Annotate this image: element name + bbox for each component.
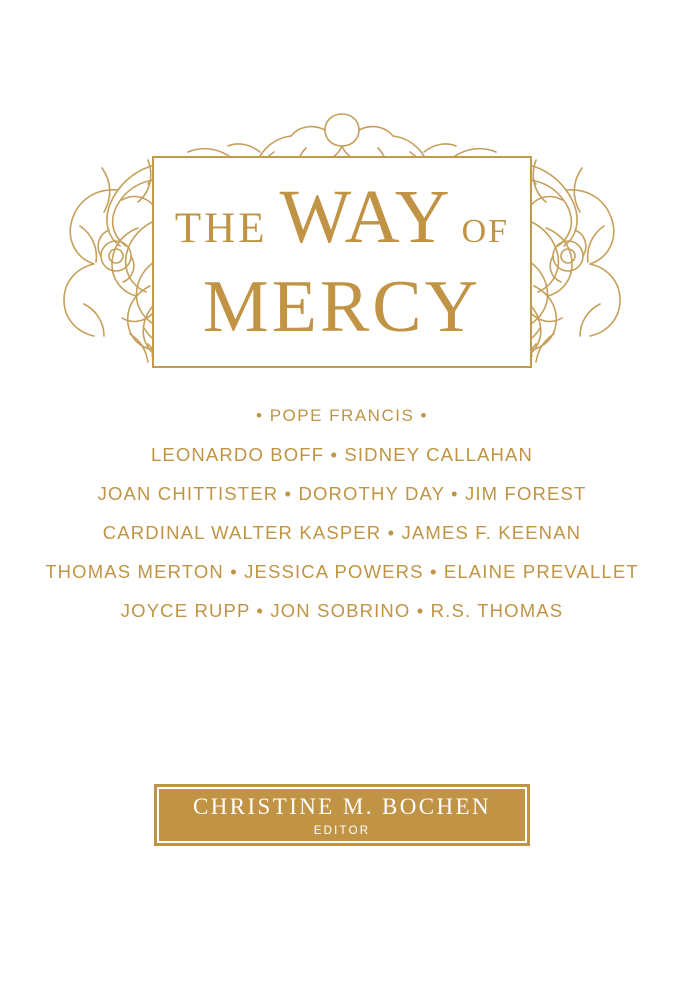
editor-banner [154,784,530,846]
title-line-1 [175,174,509,261]
contributor-line: JOAN CHITTISTER • DOROTHY DAY • JIM FOREST [97,483,587,504]
title-word-way: WAY [279,175,452,259]
editor-role: EDITOR [313,824,371,837]
title-frame [152,156,532,368]
contributor-line: CARDINAL WALTER KASPER • JAMES F. KEENAN [102,522,582,543]
contributor-line: JOYCE RUPP • JON SOBRINO • R.S. THOMAS [120,600,564,621]
editor-name: CHRISTINE M. BOCHEN [193,793,491,819]
title-word-of: OF [461,213,510,250]
title-line-2: MERCY [202,266,482,348]
title-zone [0,108,684,378]
title-word-the: THE [174,205,268,252]
contributor-line: LEONARDO BOFF • SIDNEY CALLAHAN [150,444,534,465]
contributors-list [0,396,684,630]
contributor-line: THOMAS MERTON • JESSICA POWERS • ELAINE PREVALLET [45,561,639,582]
contributor-line: • POPE FRANCIS • [256,406,428,425]
